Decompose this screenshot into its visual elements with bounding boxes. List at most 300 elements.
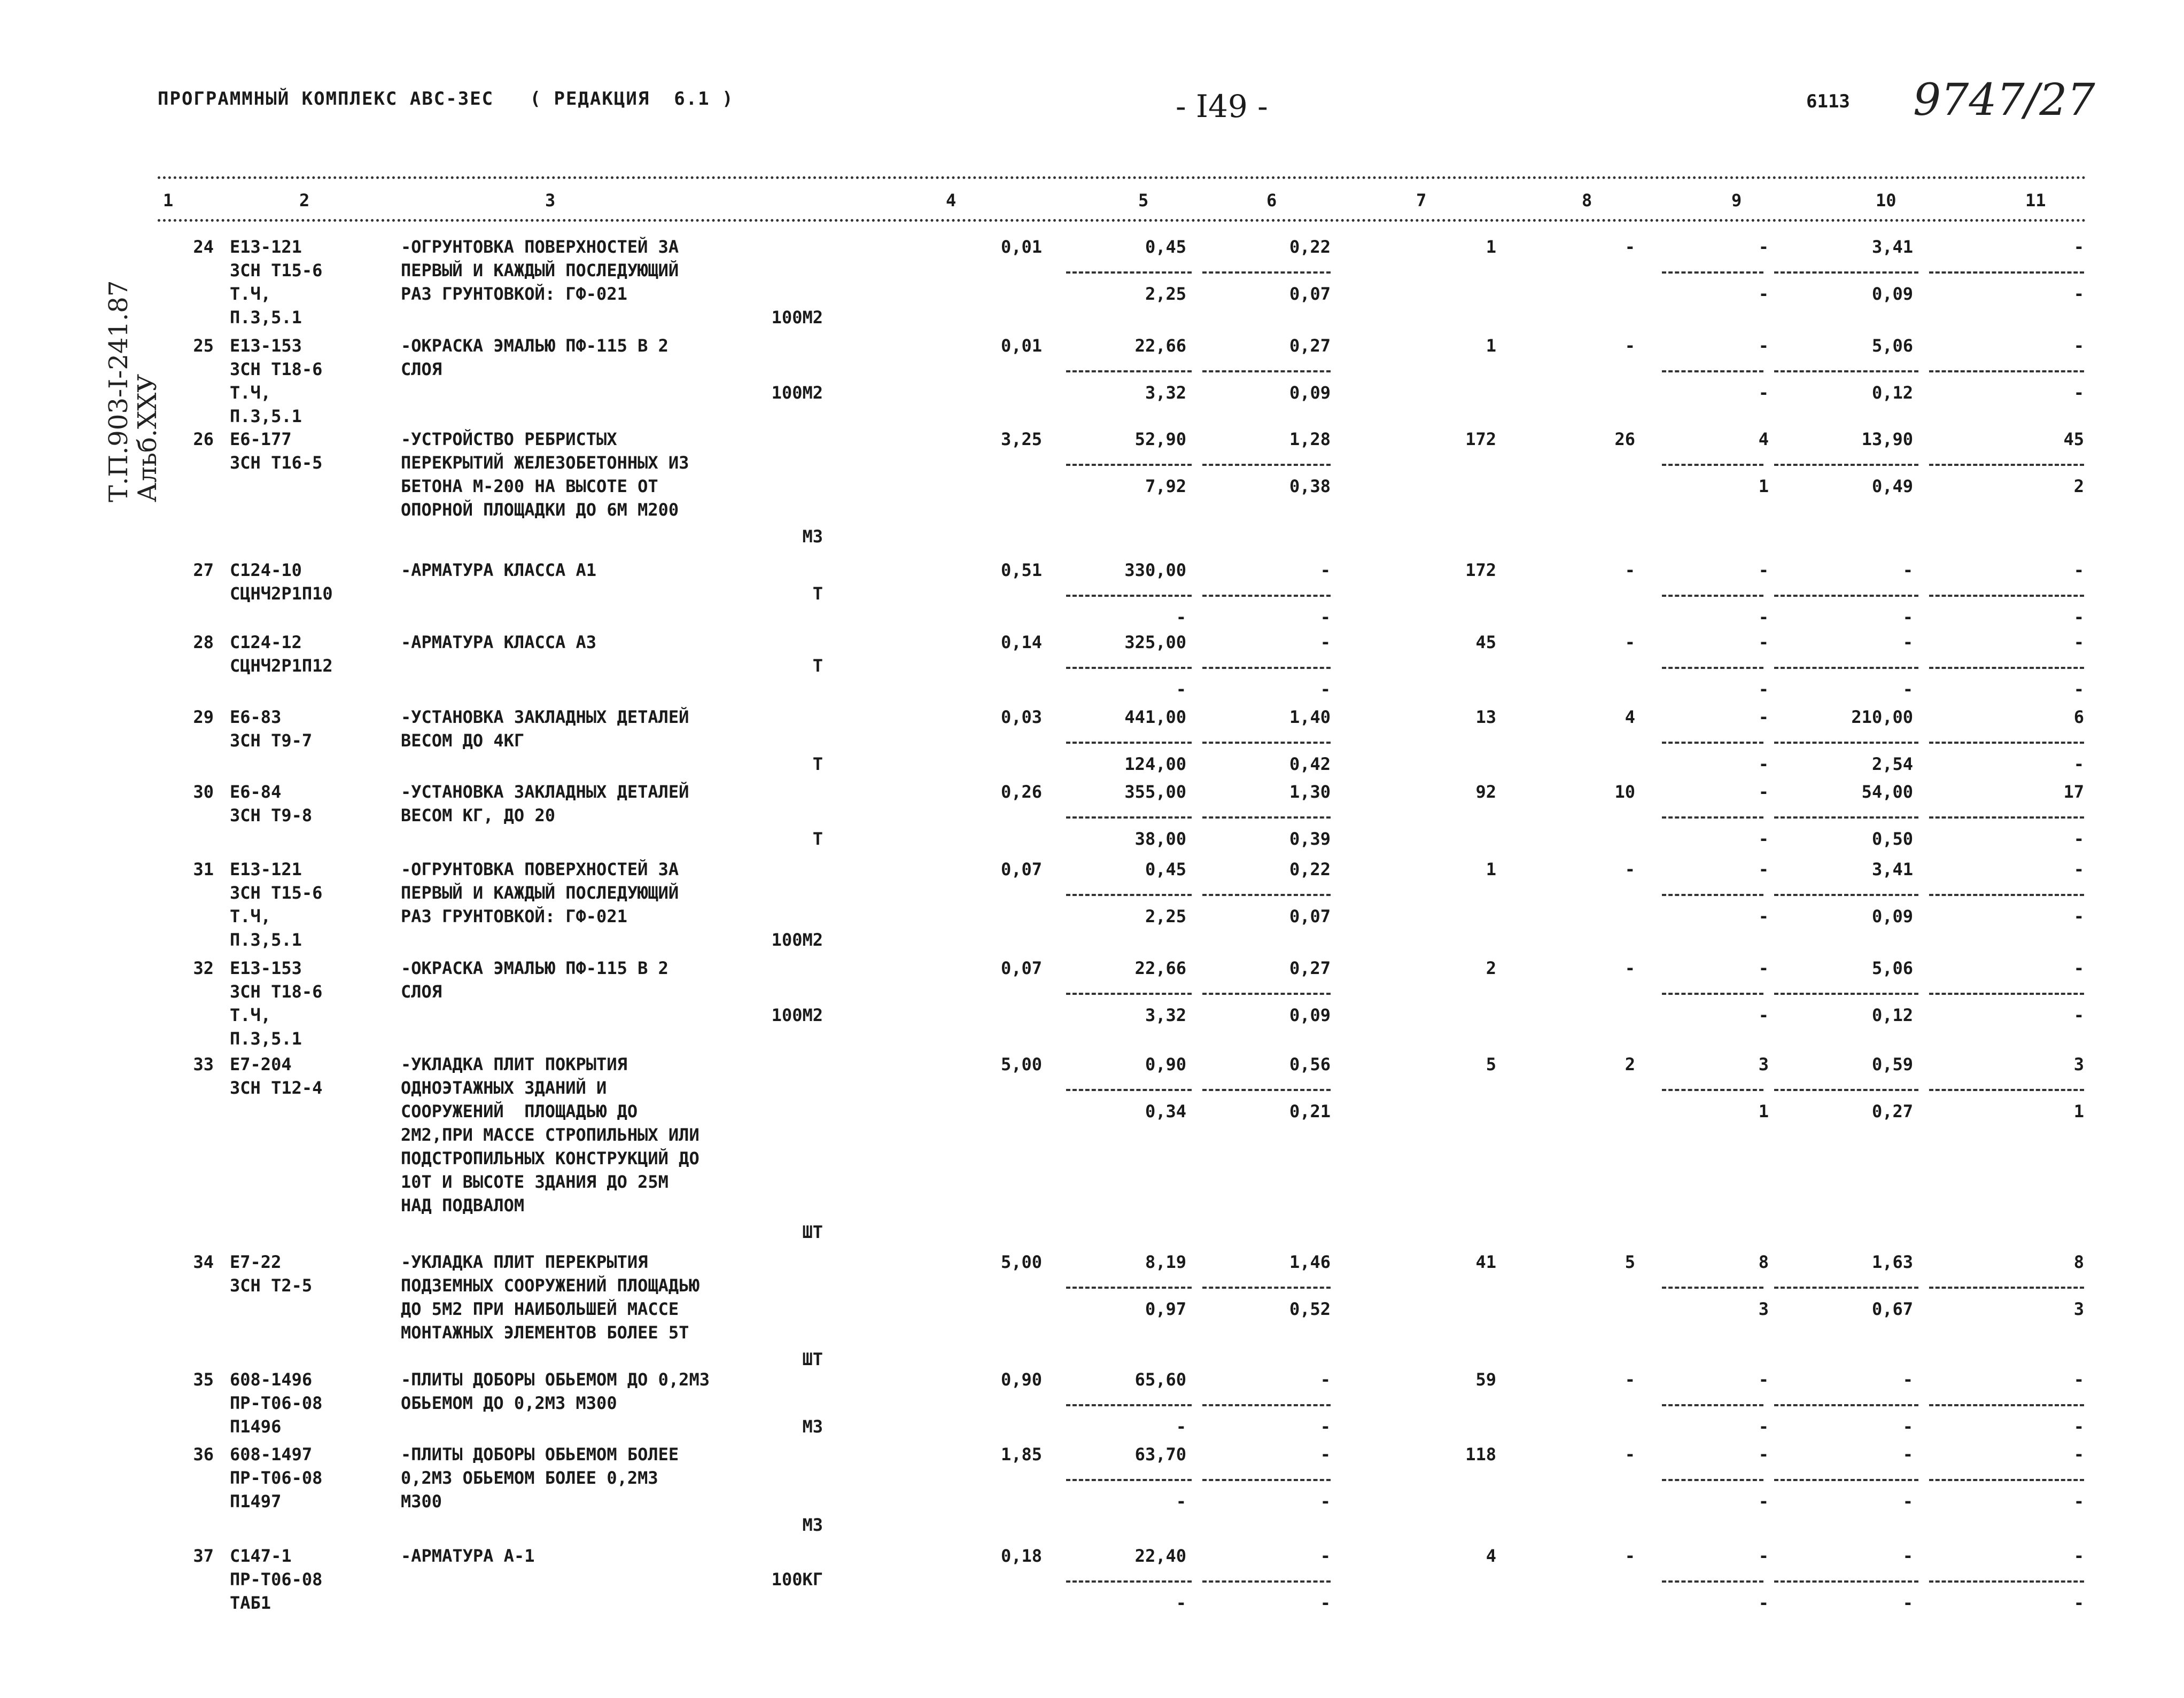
- row-c10-top: 13,90: [1861, 429, 1913, 449]
- cell-separator: [1774, 464, 1918, 466]
- row-c11-top: 6: [2073, 707, 2084, 727]
- cell-separator: [1774, 1404, 1918, 1406]
- cell-separator: [1929, 1580, 2084, 1583]
- row-description-line: ПЕРЕКРЫТИЙ ЖЕЛЕЗОБЕТОННЫХ ИЗ: [401, 453, 689, 473]
- row-c9-bottom: -: [1758, 1005, 1769, 1025]
- cell-separator: [1202, 595, 1331, 597]
- row-c9-top: -: [1758, 336, 1769, 356]
- row-c5-top: 65,60: [1134, 1369, 1186, 1390]
- row-c8: -: [1625, 237, 1635, 257]
- row-c7: 2: [1486, 958, 1496, 978]
- column-header-3: 3: [545, 190, 556, 211]
- column-header-4: 4: [946, 190, 957, 211]
- row-description-line: -ОКРАСКА ЭМАЛЬЮ ПФ-115 В 2: [401, 958, 669, 978]
- row-c9-top: -: [1758, 958, 1769, 978]
- row-c10-top: 210,00: [1851, 707, 1913, 727]
- row-description-line: 10Т И ВЫСОТЕ ЗДАНИЯ ДО 25М: [401, 1172, 669, 1192]
- row-c11-top: -: [2073, 1369, 2084, 1390]
- row-code-line: Е13-121: [230, 237, 302, 257]
- row-code-line: Т.Ч,: [230, 284, 271, 304]
- row-c6-top: -: [1320, 560, 1331, 580]
- cell-separator: [1774, 595, 1918, 597]
- cell-separator: [1202, 271, 1331, 274]
- row-c5-top: 22,66: [1134, 336, 1186, 356]
- row-code-line: СЦНЧ2Р1П12: [230, 656, 333, 676]
- row-c11-top: -: [2073, 632, 2084, 652]
- row-description-line: -ОКРАСКА ЭМАЛЬЮ ПФ-115 В 2: [401, 336, 669, 356]
- row-c11-top: -: [2073, 859, 2084, 879]
- cell-separator: [1202, 667, 1331, 669]
- cell-separator: [1774, 993, 1918, 995]
- row-c7: 4: [1486, 1546, 1496, 1566]
- row-c11-top: -: [2073, 958, 2084, 978]
- row-number: 32: [193, 958, 214, 978]
- row-c5-bottom: 2,25: [1145, 906, 1186, 926]
- row-unit: Т: [812, 656, 823, 676]
- row-description-line: 0,2М3 ОБЬЕМОМ БОЛЕЕ 0,2М3: [401, 1468, 658, 1488]
- row-c8: -: [1625, 859, 1635, 879]
- row-number: 31: [193, 859, 214, 879]
- row-c6-top: 0,27: [1289, 336, 1331, 356]
- row-c10-bottom: -: [1902, 1491, 1913, 1512]
- row-unit: ШТ: [802, 1222, 823, 1242]
- cell-separator: [1929, 894, 2084, 896]
- row-c11-top: -: [2073, 1444, 2084, 1465]
- cell-separator: [1929, 271, 2084, 274]
- document-code: 6113: [1806, 91, 1850, 112]
- row-unit: 100М2: [771, 930, 823, 950]
- row-number: 33: [193, 1054, 214, 1074]
- row-quantity: 0,14: [1000, 632, 1042, 652]
- column-header-2: 2: [299, 190, 310, 211]
- cell-separator: [1066, 993, 1192, 995]
- row-number: 28: [193, 632, 214, 652]
- row-unit: 100М2: [771, 307, 823, 328]
- cell-separator: [1202, 894, 1331, 896]
- cell-separator: [1202, 1089, 1331, 1091]
- row-code-line: Т.Ч,: [230, 906, 271, 926]
- cell-separator: [1066, 595, 1192, 597]
- cell-separator: [1202, 464, 1331, 466]
- cell-separator: [1066, 816, 1192, 819]
- row-c10-bottom: 0,50: [1871, 829, 1913, 849]
- row-c10-top: 5,06: [1871, 958, 1913, 978]
- cell-separator: [1662, 993, 1763, 995]
- row-quantity: 0,26: [1000, 782, 1042, 802]
- cell-separator: [1066, 1479, 1192, 1481]
- row-c6-bottom: 0,07: [1289, 284, 1331, 304]
- row-c9-top: 8: [1758, 1252, 1769, 1272]
- row-quantity: 3,25: [1000, 429, 1042, 449]
- row-description-line: ОДНОЭТАЖНЫХ ЗДАНИЙ И: [401, 1078, 607, 1098]
- cell-separator: [1662, 894, 1763, 896]
- row-c9-top: -: [1758, 1369, 1769, 1390]
- row-c11-top: 8: [2073, 1252, 2084, 1272]
- row-c11-bottom: -: [2073, 906, 2084, 926]
- row-description-line: М300: [401, 1491, 442, 1512]
- row-c5-bottom: -: [1176, 1593, 1186, 1613]
- row-number: 26: [193, 429, 214, 449]
- row-description-line: МОНТАЖНЫХ ЭЛЕМЕНТОВ БОЛЕЕ 5Т: [401, 1322, 689, 1343]
- row-c6-bottom: -: [1320, 679, 1331, 699]
- row-description-line: СЛОЯ: [401, 359, 442, 379]
- row-c9-bottom: -: [1758, 679, 1769, 699]
- row-code-line: П.3,5.1: [230, 1029, 302, 1049]
- row-c9-bottom: -: [1758, 607, 1769, 627]
- row-code-line: ЗСН Т15-6: [230, 883, 323, 903]
- row-description-line: -УКЛАДКА ПЛИТ ПОКРЫТИЯ: [401, 1054, 627, 1074]
- row-c8: -: [1625, 560, 1635, 580]
- row-description-line: -ОГРУНТОВКА ПОВЕРХНОСТЕЙ ЗА: [401, 859, 679, 879]
- row-c5-bottom: -: [1176, 1491, 1186, 1512]
- row-description-line: -УСТАНОВКА ЗАКЛАДНЫХ ДЕТАЛЕЙ: [401, 782, 689, 802]
- row-c9-bottom: -: [1758, 906, 1769, 926]
- cell-separator: [1202, 742, 1331, 744]
- row-code-line: Е6-177: [230, 429, 292, 449]
- row-c9-bottom: -: [1758, 284, 1769, 304]
- row-c7: 1: [1486, 336, 1496, 356]
- row-c11-bottom: -: [2073, 1491, 2084, 1512]
- row-c5-bottom: 3,32: [1145, 383, 1186, 403]
- row-description-line: ДО 5М2 ПРИ НАИБОЛЬШЕЙ МАССЕ: [401, 1299, 679, 1319]
- row-c10-bottom: -: [1902, 1416, 1913, 1437]
- row-c10-top: 1,63: [1871, 1252, 1913, 1272]
- row-description-line: СЛОЯ: [401, 982, 442, 1002]
- row-c6-bottom: 0,42: [1289, 754, 1331, 774]
- row-c11-top: -: [2073, 336, 2084, 356]
- cell-separator: [1202, 993, 1331, 995]
- row-unit: 100М2: [771, 1005, 823, 1025]
- row-c6-bottom: 0,52: [1289, 1299, 1331, 1319]
- cell-separator: [1662, 370, 1763, 372]
- row-c7: 172: [1465, 429, 1496, 449]
- row-c10-top: -: [1902, 1369, 1913, 1390]
- cell-separator: [1066, 1404, 1192, 1406]
- row-c10-bottom: 0,12: [1871, 1005, 1913, 1025]
- row-code-line: ЗСН Т18-6: [230, 359, 323, 379]
- cell-separator: [1774, 271, 1918, 274]
- row-c10-top: -: [1902, 1444, 1913, 1465]
- row-c6-top: -: [1320, 632, 1331, 652]
- row-code-line: Е13-153: [230, 958, 302, 978]
- row-c9-top: -: [1758, 859, 1769, 879]
- row-c7: 1: [1486, 859, 1496, 879]
- row-description-line: -ОГРУНТОВКА ПОВЕРХНОСТЕЙ ЗА: [401, 237, 679, 257]
- row-c11-bottom: -: [2073, 679, 2084, 699]
- cell-separator: [1066, 667, 1192, 669]
- row-c6-bottom: 0,09: [1289, 1005, 1331, 1025]
- row-c5-top: 0,90: [1145, 1054, 1186, 1074]
- row-c5-bottom: 0,97: [1145, 1299, 1186, 1319]
- row-description-line: ОПОРНОЙ ПЛОЩАДКИ ДО 6М М200: [401, 500, 679, 520]
- row-description-line: ПОДСТРОПИЛЬНЫХ КОНСТРУКЦИЙ ДО: [401, 1148, 699, 1169]
- row-description-line: ВЕСОМ КГ, ДО 20: [401, 805, 555, 825]
- column-header-7: 7: [1416, 190, 1427, 211]
- row-code-line: П.3,5.1: [230, 930, 302, 950]
- row-c6-top: -: [1320, 1369, 1331, 1390]
- row-c9-top: -: [1758, 707, 1769, 727]
- row-quantity: 0,07: [1000, 958, 1042, 978]
- row-description-line: -УСТРОЙСТВО РЕБРИСТЫХ: [401, 429, 617, 449]
- row-c5-bottom: -: [1176, 679, 1186, 699]
- row-code-line: ЗСН Т18-6: [230, 982, 323, 1002]
- row-code-line: Е6-84: [230, 782, 282, 802]
- row-number: 24: [193, 237, 214, 257]
- row-c11-bottom: 1: [2073, 1101, 2084, 1121]
- row-c8: 5: [1625, 1252, 1635, 1272]
- row-c10-bottom: -: [1902, 607, 1913, 627]
- row-c10-bottom: 0,67: [1871, 1299, 1913, 1319]
- cell-separator: [1774, 1287, 1918, 1289]
- row-number: 34: [193, 1252, 214, 1272]
- row-c9-top: -: [1758, 1546, 1769, 1566]
- row-c7: 5: [1486, 1054, 1496, 1074]
- row-c6-bottom: -: [1320, 607, 1331, 627]
- row-code-line: ТАБ1: [230, 1593, 271, 1613]
- cell-separator: [1662, 1479, 1763, 1481]
- row-c7: 13: [1475, 707, 1496, 727]
- row-c10-top: -: [1902, 560, 1913, 580]
- row-quantity: 0,90: [1000, 1369, 1042, 1390]
- row-code-line: ЗСН Т12-4: [230, 1078, 323, 1098]
- row-code-line: Е7-22: [230, 1252, 282, 1272]
- cell-separator: [1774, 816, 1918, 819]
- row-c6-bottom: 0,07: [1289, 906, 1331, 926]
- row-c10-top: 54,00: [1861, 782, 1913, 802]
- row-description-line: ПЕРВЫЙ И КАЖДЫЙ ПОСЛЕДУЮЩИЙ: [401, 883, 679, 903]
- row-c11-bottom: 3: [2073, 1299, 2084, 1319]
- row-c11-top: -: [2073, 560, 2084, 580]
- row-c11-bottom: -: [2073, 383, 2084, 403]
- cell-separator: [1774, 894, 1918, 896]
- row-c9-top: -: [1758, 632, 1769, 652]
- row-code-line: ЗСН Т15-6: [230, 260, 323, 281]
- row-c5-top: 0,45: [1145, 859, 1186, 879]
- row-c8: -: [1625, 1444, 1635, 1465]
- cell-separator: [1202, 816, 1331, 819]
- cell-separator: [1929, 742, 2084, 744]
- row-c6-top: 1,30: [1289, 782, 1331, 802]
- row-c5-top: 8,19: [1145, 1252, 1186, 1272]
- side-stamp-line: Альб.XXУ: [133, 373, 162, 502]
- row-description-line: ПЕРВЫЙ И КАЖДЫЙ ПОСЛЕДУЮЩИЙ: [401, 260, 679, 281]
- cell-separator: [1662, 1580, 1763, 1583]
- row-c11-bottom: -: [2073, 829, 2084, 849]
- row-c5-bottom: -: [1176, 1416, 1186, 1437]
- row-code-line: П1497: [230, 1491, 282, 1512]
- row-description-line: -АРМАТУРА КЛАССА А1: [401, 560, 597, 580]
- row-c11-top: -: [2073, 237, 2084, 257]
- row-c9-bottom: -: [1758, 754, 1769, 774]
- row-c7: 59: [1475, 1369, 1496, 1390]
- row-unit: М3: [802, 1416, 823, 1437]
- cell-separator: [1929, 816, 2084, 819]
- row-unit: 100М2: [771, 383, 823, 403]
- row-code-line: П.3,5.1: [230, 406, 302, 426]
- row-code-line: П.3,5.1: [230, 307, 302, 328]
- row-c5-top: 330,00: [1124, 560, 1186, 580]
- column-header-10: 10: [1876, 190, 1897, 211]
- cell-separator: [1202, 1580, 1331, 1583]
- column-header-5: 5: [1138, 190, 1149, 211]
- row-c9-bottom: -: [1758, 1593, 1769, 1613]
- row-code-line: Е13-153: [230, 336, 302, 356]
- row-description-line: -АРМАТУРА КЛАССА А3: [401, 632, 597, 652]
- cell-separator: [1066, 742, 1192, 744]
- column-header-6: 6: [1266, 190, 1277, 211]
- row-c5-bottom: 124,00: [1124, 754, 1186, 774]
- row-description-line: ПОДЗЕМНЫХ СООРУЖЕНИЙ ПЛОЩАДЬЮ: [401, 1275, 699, 1296]
- cell-separator: [1202, 1479, 1331, 1481]
- row-unit: Т: [812, 583, 823, 604]
- row-number: 25: [193, 336, 214, 356]
- row-description-line: СООРУЖЕНИЙ ПЛОЩАДЬЮ ДО: [401, 1101, 638, 1121]
- cell-separator: [1066, 1287, 1192, 1289]
- cell-separator: [1662, 1287, 1763, 1289]
- row-description-line: ВЕСОМ ДО 4КГ: [401, 730, 525, 751]
- row-code-line: ЗСН Т16-5: [230, 453, 323, 473]
- cell-separator: [1066, 894, 1192, 896]
- row-c10-top: 3,41: [1871, 237, 1913, 257]
- row-c7: 41: [1475, 1252, 1496, 1272]
- row-description-line: -ПЛИТЫ ДОБОРЫ ОБЬЕМОМ БОЛЕЕ: [401, 1444, 679, 1465]
- row-c8: -: [1625, 336, 1635, 356]
- cell-separator: [1066, 271, 1192, 274]
- row-c8: 10: [1614, 782, 1635, 802]
- row-number: 37: [193, 1546, 214, 1566]
- row-c6-bottom: -: [1320, 1416, 1331, 1437]
- cell-separator: [1774, 370, 1918, 372]
- row-quantity: 0,01: [1000, 336, 1042, 356]
- row-c8: 4: [1625, 707, 1635, 727]
- row-c5-top: 0,45: [1145, 237, 1186, 257]
- row-description-line: -УСТАНОВКА ЗАКЛАДНЫХ ДЕТАЛЕЙ: [401, 707, 689, 727]
- cell-separator: [1066, 370, 1192, 372]
- row-c10-top: -: [1902, 1546, 1913, 1566]
- cell-separator: [1202, 370, 1331, 372]
- row-c5-bottom: 3,32: [1145, 1005, 1186, 1025]
- row-number: 35: [193, 1369, 214, 1390]
- row-c9-bottom: -: [1758, 829, 1769, 849]
- row-c7: 92: [1475, 782, 1496, 802]
- cell-separator: [1929, 993, 2084, 995]
- row-c6-bottom: -: [1320, 1593, 1331, 1613]
- row-c5-bottom: 0,34: [1145, 1101, 1186, 1121]
- row-c5-top: 63,70: [1134, 1444, 1186, 1465]
- cell-separator: [1662, 742, 1763, 744]
- row-c10-top: 3,41: [1871, 859, 1913, 879]
- table-top-rule: [158, 176, 2087, 179]
- row-description-line: -АРМАТУРА А-1: [401, 1546, 535, 1566]
- row-description-line: РАЗ ГРУНТОВКОЙ: ГФ-021: [401, 906, 627, 926]
- row-c10-bottom: 0,49: [1871, 476, 1913, 496]
- row-c10-bottom: -: [1902, 679, 1913, 699]
- row-c11-top: -: [2073, 1546, 2084, 1566]
- row-c6-top: 0,22: [1289, 237, 1331, 257]
- cell-separator: [1774, 667, 1918, 669]
- row-c10-top: -: [1902, 632, 1913, 652]
- row-c7: 172: [1465, 560, 1496, 580]
- row-c10-bottom: 0,27: [1871, 1101, 1913, 1121]
- cell-separator: [1066, 1089, 1192, 1091]
- row-c6-top: 1,28: [1289, 429, 1331, 449]
- row-c5-top: 22,66: [1134, 958, 1186, 978]
- column-header-1: 1: [163, 190, 174, 211]
- row-c11-bottom: -: [2073, 1416, 2084, 1437]
- row-code-line: С124-10: [230, 560, 302, 580]
- column-header-8: 8: [1582, 190, 1592, 211]
- row-c6-top: 1,46: [1289, 1252, 1331, 1272]
- row-unit: ШТ: [802, 1349, 823, 1369]
- cell-separator: [1662, 816, 1763, 819]
- row-unit: 100КГ: [771, 1569, 823, 1590]
- row-c9-top: -: [1758, 237, 1769, 257]
- row-c11-top: 17: [2063, 782, 2084, 802]
- row-code-line: С147-1: [230, 1546, 292, 1566]
- row-c6-bottom: 0,21: [1289, 1101, 1331, 1121]
- cell-separator: [1662, 1404, 1763, 1406]
- cell-separator: [1662, 1089, 1763, 1091]
- row-number: 30: [193, 782, 214, 802]
- row-c10-top: 5,06: [1871, 336, 1913, 356]
- cell-separator: [1774, 1089, 1918, 1091]
- cell-separator: [1929, 1287, 2084, 1289]
- row-c8: -: [1625, 958, 1635, 978]
- column-header-9: 9: [1731, 190, 1742, 211]
- cell-separator: [1066, 1580, 1192, 1583]
- cell-separator: [1929, 1089, 2084, 1091]
- cell-separator: [1066, 464, 1192, 466]
- row-c6-top: 0,22: [1289, 859, 1331, 879]
- row-description-line: -УКЛАДКА ПЛИТ ПЕРЕКРЫТИЯ: [401, 1252, 648, 1272]
- row-code-line: Е6-83: [230, 707, 282, 727]
- row-code-line: Е13-121: [230, 859, 302, 879]
- row-code-line: ЗСН Т9-7: [230, 730, 313, 751]
- cell-separator: [1774, 1580, 1918, 1583]
- row-c9-bottom: -: [1758, 383, 1769, 403]
- program-title: ПРОГРАММНЫЙ КОМПЛЕКС АВС-3ЕС ( РЕДАКЦИЯ 6.1 ): [158, 88, 734, 110]
- row-quantity: 5,00: [1000, 1054, 1042, 1074]
- row-code-line: ПР-Т06-08: [230, 1393, 323, 1413]
- row-c10-bottom: 0,09: [1871, 284, 1913, 304]
- row-c10-bottom: 0,09: [1871, 906, 1913, 926]
- row-c6-top: -: [1320, 1444, 1331, 1465]
- row-c8: 26: [1614, 429, 1635, 449]
- row-c9-bottom: 1: [1758, 1101, 1769, 1121]
- row-quantity: 0,01: [1000, 237, 1042, 257]
- row-c9-bottom: -: [1758, 1416, 1769, 1437]
- row-c5-top: 325,00: [1124, 632, 1186, 652]
- row-c5-bottom: 2,25: [1145, 284, 1186, 304]
- row-c11-bottom: -: [2073, 1593, 2084, 1613]
- row-number: 36: [193, 1444, 214, 1465]
- row-c10-bottom: -: [1902, 1593, 1913, 1613]
- row-c10-top: 0,59: [1871, 1054, 1913, 1074]
- row-c9-bottom: 1: [1758, 476, 1769, 496]
- row-c5-bottom: 38,00: [1134, 829, 1186, 849]
- row-code-line: ПР-Т06-08: [230, 1468, 323, 1488]
- cell-separator: [1662, 464, 1763, 466]
- row-unit: М3: [802, 1515, 823, 1535]
- row-c6-bottom: -: [1320, 1491, 1331, 1512]
- row-code-line: Т.Ч,: [230, 383, 271, 403]
- row-c11-bottom: 2: [2073, 476, 2084, 496]
- row-quantity: 0,51: [1000, 560, 1042, 580]
- row-code-line: С124-12: [230, 632, 302, 652]
- row-c8: 2: [1625, 1054, 1635, 1074]
- row-c8: -: [1625, 1369, 1635, 1390]
- row-c5-bottom: -: [1176, 607, 1186, 627]
